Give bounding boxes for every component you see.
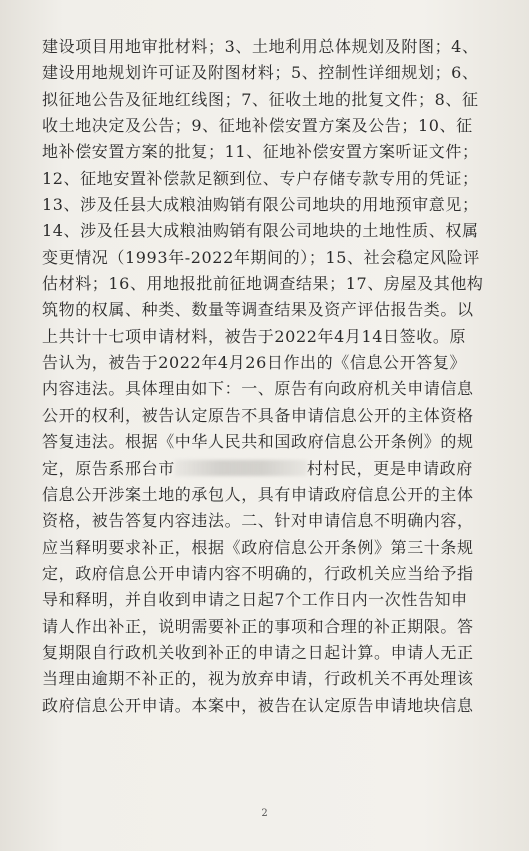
text-line: 当理由逾期不补正的，视为放弃申请，行政机关不再处理该: [42, 669, 474, 689]
text-line: 请人作出补正，说明需要补正的事项和合理的补正期限。答: [42, 616, 474, 636]
text-line: 答复违法。根据《中华人民共和国政府信息公开条例》的规: [42, 432, 474, 452]
text-line: 建设用地规划许可证及附图材料；5、控制性详细规划；6、: [42, 63, 479, 83]
text-line: 导和释明，并自收到申请之日起7个工作日内一次性告知申: [42, 590, 468, 610]
text-line: 建设项目用地审批材料；3、土地利用总体规划及附图；4、: [42, 37, 479, 56]
text-segment: 村村民，更是申请政府: [306, 458, 473, 478]
page-number: 2: [261, 808, 268, 819]
text-line: 应当释明要求补正，根据《政府信息公开条例》第三十条规: [42, 537, 474, 557]
text-line: 告认为，被告于2022年4月26日作出的《信息公开答复》: [42, 353, 467, 373]
text-line: [42, 456, 522, 482]
text-line: 信息公开涉案土地的承包人，具有申请政府信息公开的主体: [42, 484, 474, 504]
text-line: 上共计十七项申请材料，被告于2022年4月14日签收。原: [42, 326, 467, 346]
redaction-blur: [175, 460, 307, 476]
text-line: 定，政府信息公开申请内容不明确的，行政机关应当给予指: [42, 563, 474, 583]
text-line: 内容违法。具体理由如下：一、原告有向政府机关申请信息: [42, 379, 474, 399]
text-line: 14、涉及任县大成粮油购销有限公司地块的土地性质、权属: [42, 221, 479, 241]
text-line: 13、涉及任县大成粮油购销有限公司地块的用地预审意见；: [42, 195, 479, 215]
text-line: 拟征地公告及征地红线图；7、征收土地的批复文件；8、征: [42, 89, 479, 109]
text-line: 公开的权利，被告认定原告不具备申请信息公开的主体资格: [42, 405, 474, 425]
body-text: [42, 34, 522, 719]
text-segment: 定，原告系邢台市: [42, 458, 175, 478]
text-line: 变更情况（1993年-2022年期间的）；15、社会稳定风险评: [42, 247, 480, 267]
text-line: 地补偿安置方案的批复；11、征地补偿安置方案听证文件；: [42, 142, 479, 162]
text-line: 资格，被告答复内容违法。二、针对申请信息不明确内容，: [42, 511, 474, 531]
text-line: 12、征地安置补偿款足额到位、专户存储专款专用的凭证；: [42, 168, 479, 188]
text-line: 复期限自行政机关收到补正的申请之日起计算。申请人无正: [42, 642, 474, 662]
text-line: 估材料；16、用地报批前征地调查结果；17、房屋及其他构: [42, 274, 484, 294]
text-line: 筑物的权属、种类、数量等调查结果及资产评估报告类。以: [42, 300, 474, 320]
text-line: 收土地决定及公告；9、征地补偿安置方案及公告；10、征: [42, 116, 473, 136]
text-line: 政府信息公开申请。本案中，被告在认定原告申请地块信息: [42, 695, 474, 715]
